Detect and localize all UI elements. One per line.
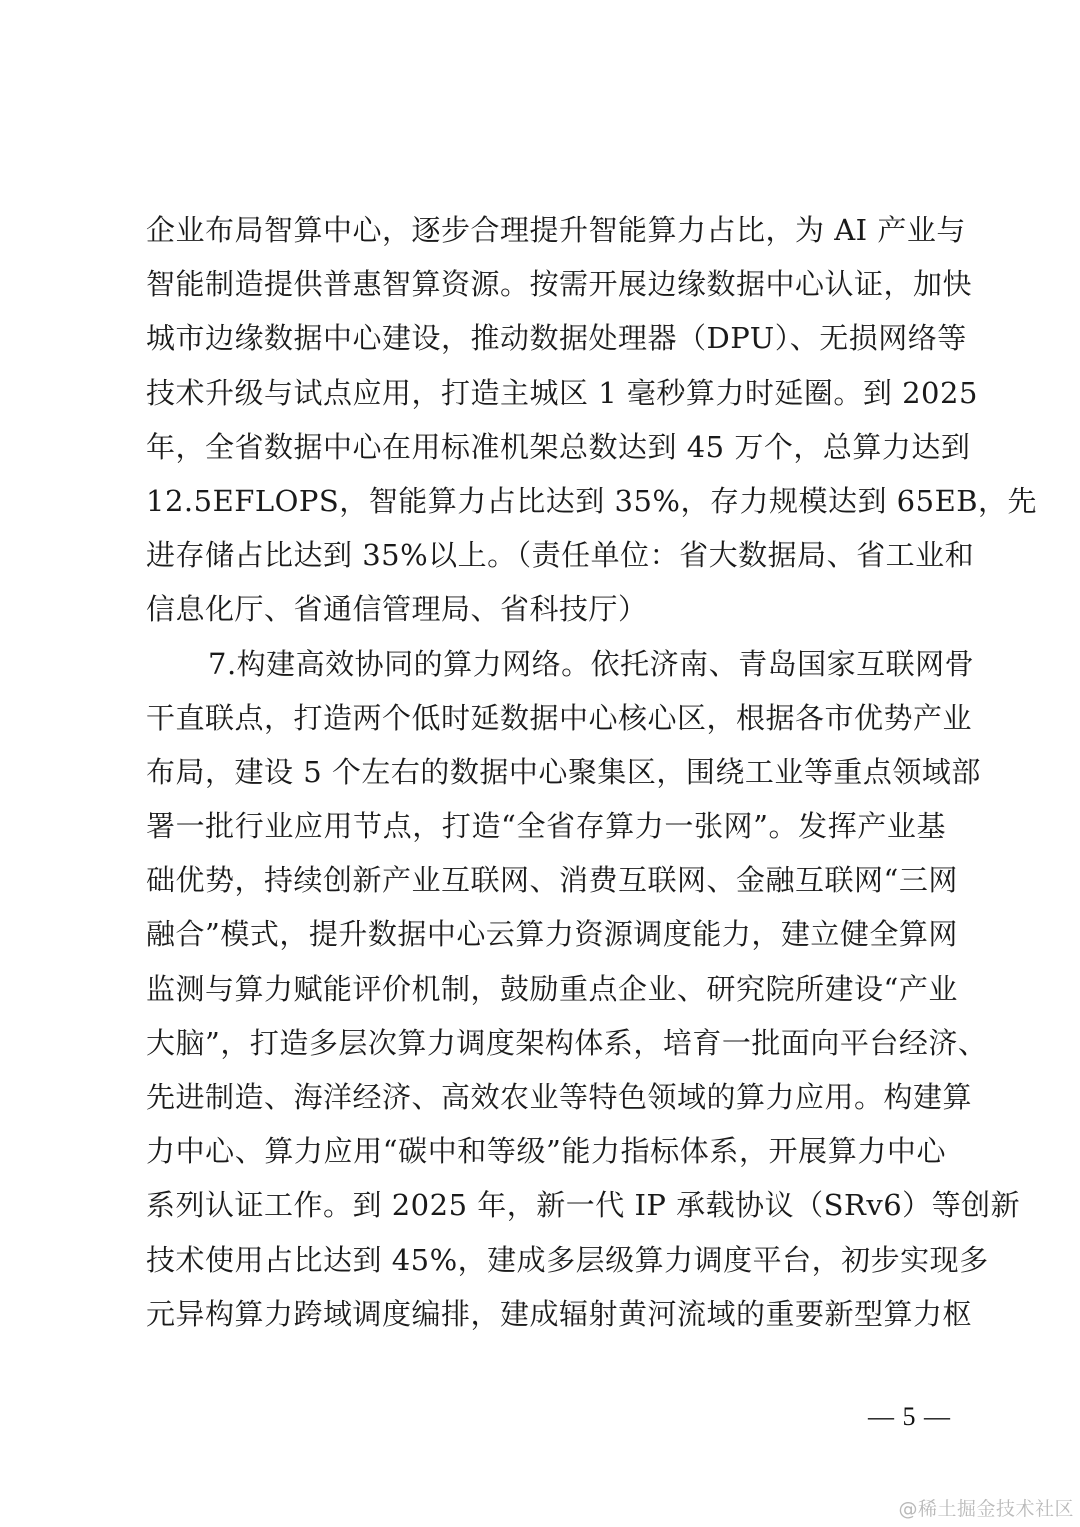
document-body [146,207,1038,1345]
text-line: 监测与算力赋能评价机制，鼓励重点企业、研究院所建设“产业 [146,971,958,1006]
paragraph-2 [146,641,1021,1345]
text-line: 署一批行业应用节点，打造“全省存算力一张网”。发挥产业基 [146,809,946,844]
text-line: 进存储占比达到 35%以上。（责任单位：省大数据局、省工业和 [146,538,975,573]
text-line: 企业布局智算中心，逐步合理提升智能算力占比，为 AI 产业与 [146,213,966,247]
page-number: — 5 — [868,1402,951,1431]
text-line: 年，全省数据中心在用标准机架总数达到 45 万个，总算力达到 [146,429,971,464]
text-line: 技术升级与试点应用，打造主城区 1 毫秒算力时延圈。到 2025 [146,375,978,410]
text-line: 系列认证工作。到 2025 年，新一代 IP 承载协议（SRv6）等创新 [146,1188,1021,1223]
text-line: 先进制造、海洋经济、高效农业等特色领域的算力应用。构建算 [146,1080,973,1114]
text-line: 干直联点，打造两个低时延数据中心核心区，根据各市优势产业 [146,700,973,735]
text-line: 布局，建设 5 个左右的数据中心聚集区，围绕工业等重点领域部 [146,754,981,789]
text-line: 技术使用占比达到 45%，建成多层级算力调度平台，初步实现多 [146,1242,989,1277]
section-heading-line: 7.构建高效协同的算力网络。依托济南、青岛国家互联网骨 [208,646,975,681]
text-line: 城市边缘数据中心建设，推动数据处理器（DPU）、无损网络等 [146,321,967,356]
text-line: 融合”模式，提升数据中心云算力资源调度能力，建立健全算网 [146,917,958,952]
text-line: 础优势，持续创新产业互联网、消费互联网、金融互联网“三网 [146,863,958,898]
text-line: 12.5EFLOPS，智能算力占比达到 35%，存力规模达到 65EB，先 [146,483,1038,518]
text-line: 力中心、算力应用“碳中和等级”能力指标体系，开展算力中心 [146,1134,946,1169]
paragraph-1 [146,207,1038,641]
text-line: 智能制造提供普惠智算资源。按需开展边缘数据中心认证，加快 [146,267,973,302]
text-line: 信息化厅、省通信管理局、省科技厅） [146,592,648,627]
text-line: 元异构算力跨域调度编排，建成辐射黄河流域的重要新型算力枢 [146,1296,973,1331]
text-line: 大脑”，打造多层次算力调度架构体系，培育一批面向平台经济、 [146,1025,988,1060]
watermark: @稀土掘金技术社区 [898,1498,1074,1520]
